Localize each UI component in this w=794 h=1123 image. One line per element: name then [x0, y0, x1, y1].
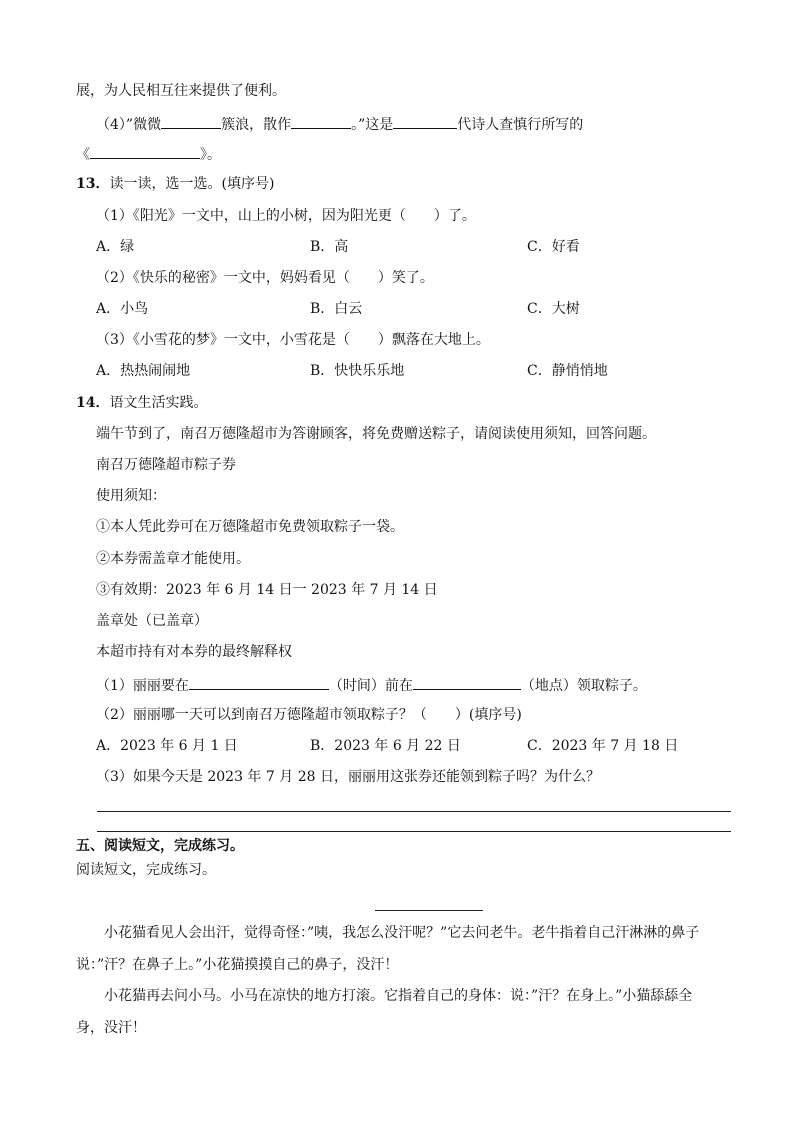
q12-4-part-c: 。”这是 — [351, 117, 394, 133]
usage-notice-heading: 使用须知： — [96, 488, 166, 504]
section-5-instruction: 阅读短文，完成练习。 — [76, 862, 216, 878]
q14-sub-1 — [96, 674, 647, 696]
answer-blank[interactable] — [291, 113, 351, 129]
option-b: B．白云 — [310, 301, 363, 317]
passage-paragraph-2-line-1: 小花猫再去问小马。小马在凉快的地方打滚。它指着自己的身体：说：”汗？在身上。”小猫舔舔全 — [104, 988, 693, 1004]
option-c: C．好看 — [527, 239, 580, 255]
option-b: B．快快乐乐地 — [310, 363, 405, 379]
answer-blank[interactable] — [161, 113, 221, 129]
option-a: A．小鸟 — [96, 301, 149, 317]
q12-4-part-a: （4）”微微 — [96, 117, 162, 133]
q13-sub-1: （1）《阳光》一文中，山上的小树，因为阳光更（ ）了。 — [96, 208, 476, 224]
place-answer-blank[interactable] — [413, 674, 521, 690]
coupon-title: 南召万德隆超市粽子券 — [96, 457, 236, 473]
q12-4-part-b: 簇浪，散作 — [221, 117, 292, 133]
answer-blank[interactable] — [393, 113, 457, 129]
question-13-title — [76, 174, 274, 194]
usage-rule-3: ③有效期：2023 年 6 月 14 日一 2023 年 7 月 14 日 — [96, 582, 438, 598]
option-a: A．绿 — [96, 239, 135, 255]
option-a: A．热热闹闹地 — [96, 363, 191, 379]
option-b: B．高 — [310, 239, 349, 255]
usage-rule-2: ②本券需盖章才能使用。 — [96, 551, 250, 567]
q14-sub-1-part-c: （地点）领取粽子。 — [520, 678, 647, 694]
q12-4-part-d: 代诗人查慎行所写的 — [457, 117, 584, 133]
q14-sub-1-part-b: （时间）前在 — [328, 678, 413, 694]
stamp-note: 盖章处（已盖章） — [96, 613, 208, 629]
paragraph-continuation: 展，为人民相互往来提供了便利。 — [76, 83, 286, 99]
question-text: 语文生活实践。 — [109, 395, 208, 411]
q12-4-part-e: 《 — [76, 147, 90, 163]
usage-rule-1: ①本人凭此券可在万德隆超市免费领取粽子一袋。 — [96, 519, 404, 535]
time-answer-blank[interactable] — [189, 674, 329, 690]
option-b: B．2023 年 6 月 22 日 — [310, 738, 461, 754]
question-12-4 — [96, 113, 583, 135]
question-12-4-title-line — [76, 143, 221, 165]
answer-line[interactable] — [97, 831, 731, 832]
passage-paragraph-1-line-1: 小花猫看见人会出汗，觉得奇怪：”咦，我怎么没汗呢？”它去问老牛。老牛指着自己汗淋淋的鼻子 — [104, 925, 700, 941]
option-c: C．静悄悄地 — [527, 363, 608, 379]
q12-4-part-f: 》。 — [200, 147, 221, 163]
passage-paragraph-1-line-2: 说：”汗？在鼻子上。”小花猫摸摸自己的鼻子，没汗！ — [76, 957, 399, 973]
q14-sub-3: （3）如果今天是 2023 年 7 月 28 日，丽丽用这张券还能领到粽子吗？为什么？ — [96, 769, 600, 785]
q14-sub-1-part-a: （1）丽丽要在 — [96, 678, 189, 694]
section-5-title: 五、阅读短文，完成练习。 — [76, 838, 244, 854]
passage-paragraph-2-line-2: 身，没汗！ — [76, 1020, 146, 1036]
passage-title-blank[interactable] — [375, 910, 483, 911]
q14-sub-2: （2）丽丽哪一天可以到南召万德隆超市领取粽子？（ ）(填序号) — [96, 707, 522, 723]
option-a: A．2023 年 6 月 1 日 — [96, 738, 238, 754]
final-interpretation-note: 本超市持有对本券的最终解释权 — [96, 644, 292, 660]
question-14-title — [76, 393, 207, 413]
option-c: C．2023 年 7 月 18 日 — [527, 738, 679, 754]
question-number: 13． — [76, 176, 110, 192]
q13-sub-3: （3）《小雪花的梦》一文中，小雪花是（ ）飘落在大地上。 — [96, 332, 490, 348]
answer-blank[interactable] — [90, 143, 200, 159]
q14-intro: 端午节到了，南召万德隆超市为答谢顾客，将免费赠送粽子，请阅读使用须知，回答问题。 — [96, 426, 656, 442]
question-text: 读一读，选一选。(填序号) — [109, 176, 275, 192]
answer-line[interactable] — [97, 811, 731, 812]
option-c: C．大树 — [527, 301, 580, 317]
question-number: 14． — [76, 395, 110, 411]
q13-sub-2: （2）《快乐的秘密》一文中，妈妈看见（ ）笑了。 — [96, 270, 434, 286]
